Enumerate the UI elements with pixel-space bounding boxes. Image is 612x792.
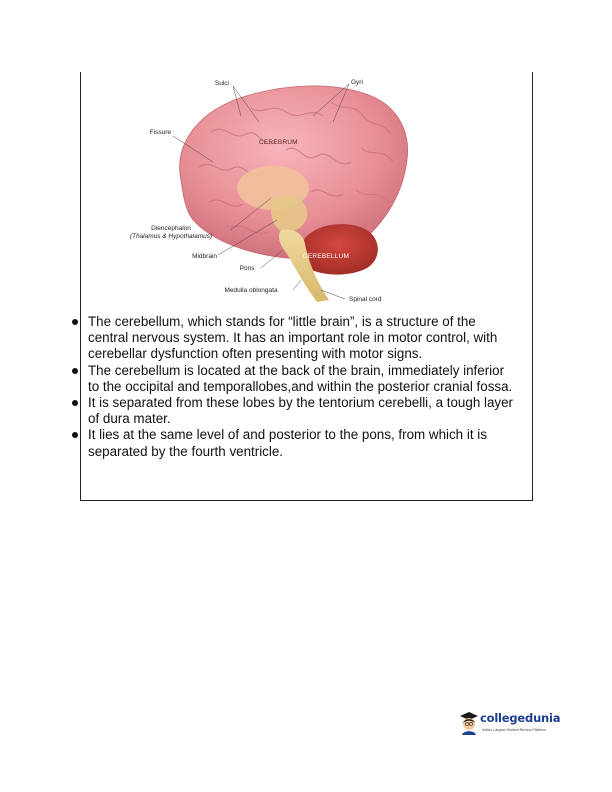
pons-label: Pons (239, 265, 255, 272)
brain-illustration (81, 72, 532, 312)
bullet-item (81, 314, 532, 363)
content-frame (80, 72, 533, 501)
brand-tagline: India's Largest Student Review Platform (482, 728, 546, 732)
cerebrum-label: CEREBRUM (259, 139, 298, 146)
bullet-icon (72, 368, 78, 374)
diencephalon-label: Diencephalon (151, 225, 191, 232)
sulci-label: Sulci (214, 80, 229, 87)
diencephalon-sublabel: (Thalamus & Hypothalamus) (129, 233, 213, 240)
bullet-text: It is separated from these lobes by the tentorium cerebelli, a tough layer of dura mater. (88, 395, 514, 427)
gyri-label: Gyri (351, 79, 363, 86)
bullet-item (81, 395, 532, 427)
bullet-item (81, 363, 532, 395)
bullet-icon (72, 432, 78, 438)
fissure-label: Fissure (149, 129, 171, 136)
brand-name: collegedunia (480, 711, 561, 725)
bullet-icon (72, 319, 78, 325)
spinal-cord-label: Spinal cord (349, 296, 382, 303)
cerebellum-label: CEREBELLUM (303, 253, 350, 260)
brain-diagram (81, 72, 532, 312)
bullet-icon (72, 400, 78, 406)
bullet-text: It lies at the same level of and posterior to the pons, from which it is separated by the fourth ventricle. (88, 427, 487, 459)
bullet-text: The cerebellum is located at the back of the brain, immediately inferior to the occipital and temporallobes,and within the posterior cranial fossa. (88, 362, 513, 394)
graduate-avatar-icon (458, 709, 480, 735)
midbrain-label: Midbrain (192, 253, 217, 260)
medulla-label: Medulla oblongata (224, 287, 278, 294)
bullet-item (81, 427, 532, 459)
bullet-list (81, 314, 532, 460)
collegedunia-logo (458, 709, 568, 745)
bullet-text: The cerebellum, which stands for “little brain”, is a structure of the central nervous system. It has an important role in motor control, with cerebellar dysfunction often presenting with motor signs. (88, 314, 498, 362)
